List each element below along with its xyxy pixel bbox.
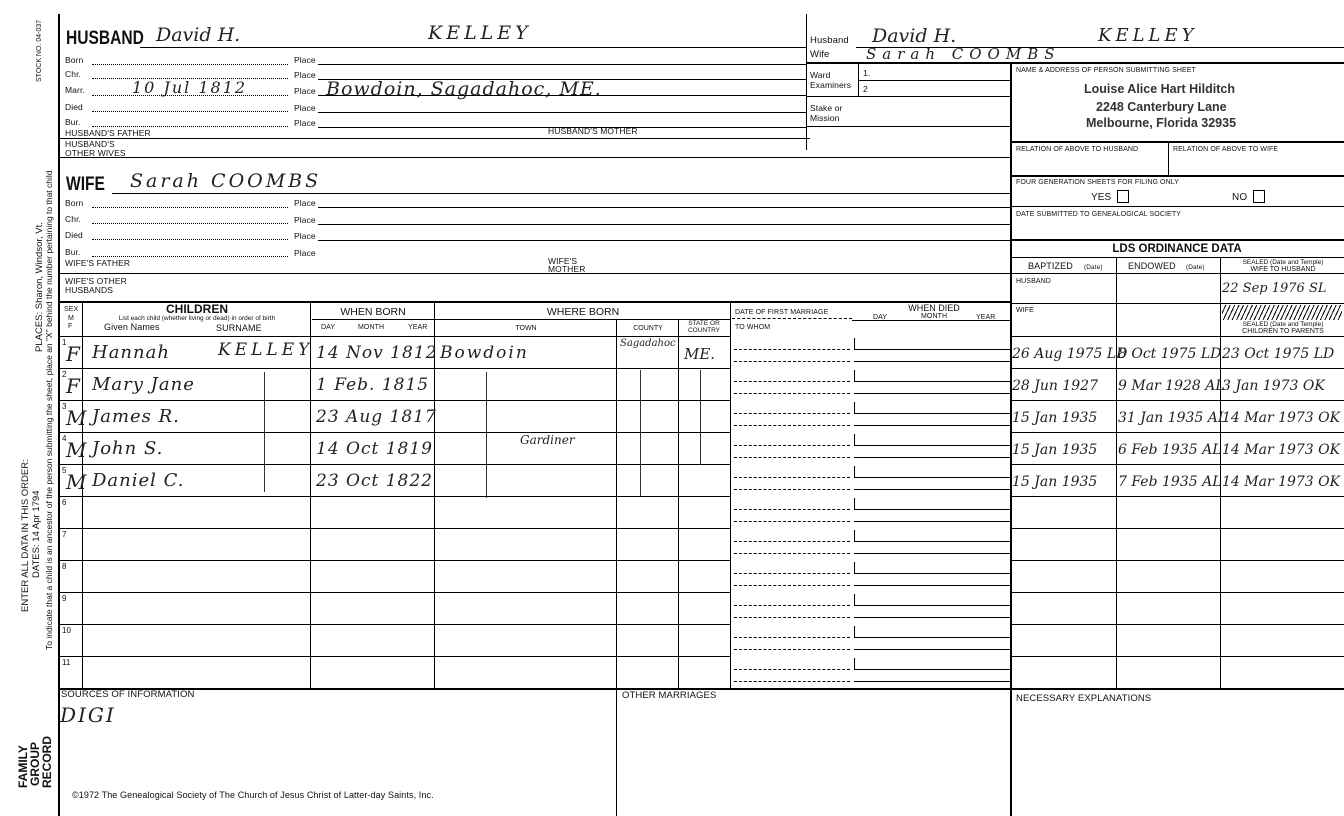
to-whom-dash-line	[734, 457, 850, 458]
lds-row-line	[1010, 400, 1344, 401]
child-row-line	[60, 592, 730, 593]
husband-marr-date: 10 Jul 1812	[132, 78, 248, 97]
first-marriage-dash-line	[734, 349, 850, 350]
wife-name: Sarah COOMBS	[130, 170, 322, 192]
town-header: TOWN	[515, 325, 537, 332]
husband-died-label: Died	[65, 102, 83, 112]
husband-bur-place-label: Place	[294, 118, 316, 128]
died-year-header: YEAR	[976, 314, 996, 321]
child-endowed: 7 Feb 1935 AL	[1118, 474, 1222, 490]
child-baptized: 15 Jan 1935	[1012, 442, 1098, 458]
husband-chr-label: Chr.	[65, 69, 81, 79]
lds-row-line	[1010, 496, 1344, 497]
child-birth-date: 14 Nov 1812	[316, 343, 438, 363]
relation-wife-label: RELATION OF ABOVE TO WIFE	[1173, 146, 1279, 153]
to-whom-dash-line	[734, 393, 850, 394]
to-whom-dash-line	[734, 361, 850, 362]
died-line-lower	[854, 361, 1010, 362]
child-row-number: 11	[62, 658, 71, 667]
child-row-line	[60, 432, 730, 433]
child-row-line	[60, 368, 730, 369]
sealed-wife-label-1: SEALED (Date and Temple)	[1242, 259, 1324, 266]
died-line	[854, 413, 1010, 414]
husband-other-wives-line	[60, 157, 1010, 158]
to-whom-dash-line	[734, 649, 850, 650]
died-line	[854, 605, 1010, 606]
explanations-label: NECESSARY EXPLANATIONS	[1016, 693, 1152, 704]
lds-row-line	[1010, 368, 1344, 369]
lds-row-line	[1010, 528, 1344, 529]
no-label: NO	[1232, 192, 1248, 203]
baptized-label: BAPTIZED	[1028, 261, 1073, 271]
died-line	[854, 381, 1010, 382]
husband-died-line	[92, 111, 288, 112]
husband-mother-label-1: HUSBAND'S MOTHER	[548, 126, 638, 136]
footer-divider-1	[616, 688, 617, 816]
right-wife-label: Wife	[810, 49, 830, 60]
sources-value: DIGI	[60, 703, 116, 727]
child-birth-county: Sagadahoc	[620, 338, 676, 349]
child-given-name: John S.	[92, 438, 164, 459]
child-row-line	[60, 528, 730, 529]
husband-bur-line	[92, 126, 288, 127]
relation-bottom-line	[1010, 175, 1344, 177]
died-bracket	[854, 498, 855, 509]
husband-name-line	[140, 47, 806, 48]
examiner-2: 2	[863, 84, 868, 94]
husband-other-wives-1: HUSBAND'S	[65, 139, 115, 149]
four-gen-bottom-line	[1010, 206, 1344, 207]
right-husband-name: David H.	[872, 25, 957, 47]
date-submitted-bottom-line	[1010, 239, 1344, 241]
to-whom-dash-line	[734, 585, 850, 586]
mission-label: Mission	[810, 113, 840, 123]
husband-marr-place-line	[318, 95, 806, 96]
baptized-date-label: (Date)	[1084, 264, 1103, 271]
to-whom-dash-line	[734, 681, 850, 682]
first-marriage-dash-line	[734, 637, 850, 638]
husband-died-place-label: Place	[294, 103, 316, 113]
form-title-family: FAMILY	[16, 745, 30, 788]
when-born-sub-line	[312, 319, 436, 320]
sealed-children-label-1: SEALED (Date and Temple)	[1242, 321, 1324, 328]
born-day-header: DAY	[321, 324, 336, 331]
to-whom-dash-line	[734, 489, 850, 490]
child-row-line	[60, 656, 730, 657]
child-row-number: 6	[62, 498, 67, 507]
lds-row-line	[1010, 336, 1344, 337]
died-bracket	[854, 562, 855, 573]
child-birth-date: 14 Oct 1819	[316, 439, 433, 459]
surname-header: SURNAME	[216, 323, 262, 333]
submitter-street: 2248 Canterbury Lane	[1096, 100, 1227, 114]
submitter-label: NAME & ADDRESS OF PERSON SUBMITTING SHEET	[1016, 67, 1196, 74]
where-born-header: WHERE BORN	[546, 306, 620, 318]
to-whom-dash-line	[734, 617, 850, 618]
wife-born-place-label: Place	[294, 198, 316, 208]
child-birth-town: Gardiner	[520, 433, 575, 447]
child-endowed: 6 Feb 1935 AL	[1118, 442, 1222, 458]
right-wife-name: Sarah COOMBS	[866, 45, 1061, 63]
child-row-number: 2	[62, 370, 67, 379]
form-title-record: RECORD	[40, 735, 54, 788]
child-birth-date: 23 Oct 1822	[316, 471, 433, 491]
died-bracket	[854, 370, 855, 381]
husband-given-name: David H.	[156, 24, 241, 46]
to-whom-header: TO WHOM	[735, 324, 771, 331]
examiner-mid-line	[858, 80, 1010, 81]
first-marriage-dash-line	[734, 445, 850, 446]
stake-bottom-line	[806, 126, 1010, 127]
child-sex: M	[66, 438, 87, 462]
child-baptized: 15 Jan 1935	[1012, 474, 1098, 490]
no-checkbox[interactable]	[1253, 190, 1265, 203]
died-line	[854, 637, 1010, 638]
first-marriage-dash-line	[734, 509, 850, 510]
child-endowed: 31 Jan 1935 AL	[1118, 410, 1228, 426]
died-bracket	[854, 530, 855, 541]
first-marriage-dash-line	[734, 541, 850, 542]
child-row-line	[60, 336, 730, 337]
form-title-group: GROUP	[28, 741, 42, 786]
ditto-mark	[640, 370, 641, 496]
child-row-number: 3	[62, 402, 67, 411]
wife-chr-place-line	[318, 224, 1010, 225]
husband-bur-label: Bur.	[65, 117, 81, 127]
husband-chr-place-label: Place	[294, 70, 316, 80]
husband-marr-label: Marr.	[65, 85, 85, 95]
husband-father-label: HUSBAND'S FATHER	[65, 128, 151, 138]
date-submitted-label: DATE SUBMITTED TO GENEALOGICAL SOCIETY	[1016, 211, 1181, 218]
died-line	[854, 509, 1010, 510]
child-sex: F	[66, 342, 80, 366]
lds-husband-row-label: HUSBAND	[1016, 278, 1051, 285]
submitter-city: Melbourne, Florida 32935	[1086, 116, 1237, 130]
given-names-header: Given Names	[104, 322, 160, 332]
husband-born-label: Born	[65, 55, 84, 65]
examiners-label: Examiners	[810, 80, 852, 90]
died-bracket	[854, 594, 855, 605]
child-birth-date: 1 Feb. 1815	[316, 375, 430, 395]
sex-m-header: M	[68, 315, 74, 322]
lds-title: LDS ORDINANCE DATA	[1112, 243, 1242, 255]
lds-row-line	[1010, 560, 1344, 561]
died-month-header: MONTH	[921, 313, 948, 320]
husband-surname: KELLEY	[428, 22, 532, 44]
ditto-mark	[264, 372, 265, 492]
child-row-number: 8	[62, 562, 67, 571]
child-sex: M	[66, 470, 87, 494]
child-row-number: 1	[62, 338, 67, 347]
first-marriage-dash-line	[734, 573, 850, 574]
child-given-name: James R.	[92, 406, 180, 427]
child-baptized: 26 Aug 1975 LD	[1012, 346, 1128, 362]
wife-died-label: Died	[65, 230, 83, 240]
wife-died-place-label: Place	[294, 231, 316, 241]
child-sealed: 14 Mar 1973 OK	[1222, 442, 1341, 458]
wife-other-husbands-1: WIFE'S OTHER	[65, 276, 127, 286]
child-row-line	[60, 560, 730, 561]
other-marriages-label: OTHER MARRIAGES	[622, 690, 717, 701]
header-divider	[806, 14, 807, 150]
ward-label: Ward	[810, 70, 831, 80]
relation-divider	[1168, 142, 1169, 176]
first-marriage-dash-line	[734, 477, 850, 478]
died-bracket	[854, 626, 855, 637]
enter-order-note: ENTER ALL DATA IN THIS ORDER:	[20, 459, 31, 612]
died-bracket	[854, 466, 855, 477]
husband-born-place-line	[318, 64, 806, 65]
dates-note: DATES: 14 Apr 1794	[31, 490, 42, 578]
to-whom-dash-line	[734, 553, 850, 554]
child-given-name: Hannah	[92, 342, 170, 363]
died-line-lower	[854, 425, 1010, 426]
died-bracket	[854, 338, 855, 349]
wife-mother-label-2: MOTHER	[548, 264, 586, 274]
died-bracket	[854, 402, 855, 413]
child-birth-state: ME.	[684, 345, 716, 363]
child-row-number: 5	[62, 466, 67, 475]
child-row-line	[60, 400, 730, 401]
husband-other-wives-2: OTHER WIVES	[65, 148, 126, 158]
col-sex	[82, 302, 83, 688]
died-day-header: DAY	[873, 314, 888, 321]
child-baptized: 15 Jan 1935	[1012, 410, 1098, 426]
husband-marr-line	[92, 95, 288, 96]
died-bracket	[854, 434, 855, 445]
col-state	[730, 302, 731, 688]
died-line	[854, 541, 1010, 542]
died-line	[854, 573, 1010, 574]
right-wife-line	[806, 62, 1344, 64]
ditto-mark	[700, 370, 701, 465]
born-month-header: MONTH	[358, 324, 385, 331]
lds-header-line	[1010, 273, 1344, 274]
col-county	[678, 319, 679, 688]
child-surname: KELLEY	[218, 340, 314, 360]
state-header-1: STATE OR	[688, 320, 720, 327]
sources-label: SOURCES OF INFORMATION	[61, 689, 195, 700]
when-born-header: WHEN BORN	[340, 306, 406, 318]
sex-f-header: F	[68, 323, 73, 330]
child-row-line	[60, 624, 730, 625]
to-whom-dash-line	[734, 425, 850, 426]
child-birth-town: Bowdoin	[440, 343, 529, 363]
lds-husband-row-line	[1010, 303, 1344, 304]
died-header-line	[852, 320, 1010, 321]
child-given-name: Mary Jane	[92, 374, 195, 395]
died-line	[854, 349, 1010, 350]
sealed-wife-date: 22 Sep 1976 SL	[1222, 281, 1327, 296]
submitter-name: Louise Alice Hart Hilditch	[1084, 82, 1235, 96]
husband-marr-place-label: Place	[294, 86, 316, 96]
died-line-lower	[854, 553, 1010, 554]
wife-name-line	[112, 193, 1010, 194]
lds-row-line	[1010, 624, 1344, 625]
child-row-line	[60, 464, 730, 465]
child-endowed: 8 Oct 1975 LD	[1118, 346, 1222, 362]
places-note: PLACES: Sharon, Windsor, Vt.	[34, 222, 45, 352]
first-marriage-dash-line	[734, 413, 850, 414]
child-sex: M	[66, 406, 87, 430]
child-sealed: 3 Jan 1973 OK	[1222, 378, 1325, 394]
stock-number: STOCK NO. 04-037	[36, 19, 43, 82]
wife-mother-label-1: WIFE'S	[548, 256, 578, 266]
where-born-sub-line	[436, 319, 730, 320]
sealed-wife-label-2: WIFE TO HUSBAND	[1250, 266, 1316, 273]
wife-born-place-line	[318, 207, 1010, 208]
child-endowed: 9 Mar 1928 AL	[1118, 378, 1225, 394]
col-town	[616, 319, 617, 688]
first-marriage-dash-line	[734, 605, 850, 606]
stake-label: Stake or	[810, 103, 843, 113]
first-marriage-dash-line	[734, 669, 850, 670]
born-year-header: YEAR	[408, 324, 428, 331]
wife-parents-line	[60, 273, 1010, 274]
ancestor-instruction: To indicate that a child is an ancestor of the person submitting the sheet, place an "X" behind the number pertaining to that child	[44, 170, 54, 650]
lds-row-line	[1010, 656, 1344, 657]
child-birth-date: 23 Aug 1817	[316, 407, 437, 427]
died-line-lower	[854, 681, 1010, 682]
wife-born-line	[92, 207, 288, 208]
first-marriage-dash	[732, 318, 852, 319]
children-header: CHILDREN	[166, 302, 228, 316]
child-row-line	[60, 496, 730, 497]
lds-row-line	[1010, 464, 1344, 465]
child-given-name: Daniel C.	[92, 470, 185, 491]
wife-died-place-line	[318, 240, 1010, 241]
lds-wife-row-label: WIFE	[1016, 307, 1034, 314]
wife-died-line	[92, 239, 288, 240]
sealed-children-label-2: CHILDREN TO PARENTS	[1242, 328, 1324, 335]
wife-chr-place-label: Place	[294, 215, 316, 225]
first-marriage-header: DATE OF FIRST MARRIAGE	[735, 309, 829, 316]
died-line	[854, 445, 1010, 446]
child-sealed: 14 Mar 1973 OK	[1222, 474, 1341, 490]
husband-parents-line	[60, 138, 810, 139]
sex-header: SEX	[64, 306, 79, 313]
died-line	[854, 477, 1010, 478]
endowed-date-label: (Date)	[1186, 264, 1205, 271]
died-line-lower	[854, 457, 1010, 458]
right-husband-surname: KELLEY	[1098, 25, 1198, 46]
ditto-mark	[486, 372, 487, 498]
child-row-number: 7	[62, 530, 67, 539]
child-row-number: 4	[62, 434, 67, 443]
to-whom-dash-line	[734, 521, 850, 522]
county-header: COUNTY	[633, 325, 663, 332]
child-sex: F	[66, 374, 80, 398]
husband-born-line	[92, 64, 288, 65]
husband-died-place-line	[318, 112, 806, 113]
first-marriage-dash-line	[734, 381, 850, 382]
child-sealed: 14 Mar 1973 OK	[1222, 410, 1341, 426]
yes-label: YES	[1091, 192, 1112, 203]
lds-row-line	[1010, 432, 1344, 433]
copyright: ©1972 The Genealogical Society of The Church of Jesus Christ of Latter-day Saints, Inc.	[72, 790, 434, 800]
husband-born-place-label: Place	[294, 55, 316, 65]
when-died-header: WHEN DIED	[908, 303, 960, 313]
wife-bur-line	[92, 256, 288, 257]
child-row-number: 10	[62, 626, 71, 635]
wife-born-label: Born	[65, 198, 84, 208]
left-border	[58, 14, 60, 816]
wife-chr-label: Chr.	[65, 214, 81, 224]
died-line-lower	[854, 521, 1010, 522]
child-row-number: 9	[62, 594, 67, 603]
submitter-bottom-line	[1010, 141, 1344, 143]
right-husband-label: Husband	[810, 35, 849, 46]
wife-label: WIFE	[66, 174, 105, 195]
child-baptized: 28 Jun 1927	[1012, 378, 1098, 394]
husband-marr-place: Bowdoin, Sagadahoc, ME.	[326, 78, 602, 100]
died-line-lower	[854, 617, 1010, 618]
died-line-lower	[854, 649, 1010, 650]
died-line	[854, 669, 1010, 670]
died-line-lower	[854, 489, 1010, 490]
lds-row-line	[1010, 592, 1344, 593]
died-line-lower	[854, 393, 1010, 394]
relation-husband-label: RELATION OF ABOVE TO HUSBAND	[1016, 146, 1139, 153]
hatched-area	[1222, 305, 1342, 320]
wife-bur-place-label: Place	[294, 248, 316, 258]
lds-title-line	[1010, 257, 1344, 258]
examiners-bottom-line	[806, 96, 1010, 97]
wife-chr-line	[92, 223, 288, 224]
wife-other-husbands-2: HUSBANDS	[65, 285, 114, 295]
husband-label: HUSBAND	[66, 28, 144, 49]
yes-checkbox[interactable]	[1117, 190, 1129, 203]
examiner-1: 1.	[863, 68, 871, 78]
wife-bur-label: Bur.	[65, 247, 81, 257]
died-bracket	[854, 658, 855, 669]
endowed-label: ENDOWED	[1128, 261, 1176, 271]
child-sealed: 23 Oct 1975 LD	[1222, 346, 1335, 362]
children-list-note: List each child (whether living or dead) in order of birth	[118, 315, 276, 322]
four-gen-label: FOUR GENERATION SHEETS FOR FILING ONLY	[1016, 179, 1180, 186]
died-line-lower	[854, 585, 1010, 586]
wife-father-label: WIFE'S FATHER	[65, 258, 131, 268]
state-header-2: COUNTRY	[687, 327, 721, 334]
